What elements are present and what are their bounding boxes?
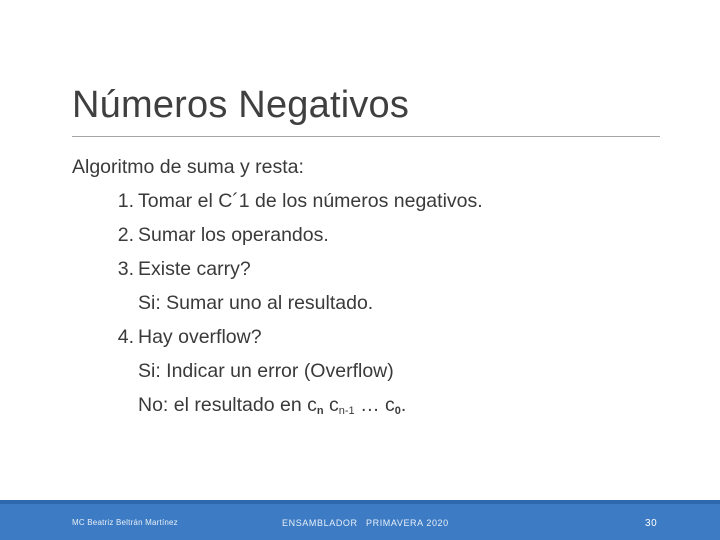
- list-item-text: Sumar los operandos.: [138, 224, 329, 246]
- overflow-no-prefix: No: el resultado en c: [138, 394, 317, 416]
- list-number: 4.: [117, 326, 134, 348]
- list-number: 3.: [117, 258, 134, 280]
- list-item-text: Tomar el C´1 de los números negativos.: [138, 190, 483, 212]
- list-item-1: [72, 184, 672, 218]
- page-number: 30: [645, 518, 658, 529]
- overflow-no-note: [72, 388, 672, 422]
- slide-body: [72, 150, 672, 422]
- overflow-no-mid1: c: [323, 394, 339, 416]
- title-divider: [72, 136, 660, 137]
- overflow-no-mid2: … c: [354, 394, 395, 416]
- subscript-0: 0: [394, 405, 401, 417]
- carry-sub-note: Si: Sumar uno al resultado.: [138, 292, 374, 314]
- list-item-text: Existe carry?: [138, 258, 251, 280]
- footer-course: ENSAMBLADOR: [282, 518, 358, 528]
- overflow-yes-note: Si: Indicar un error (Overflow): [138, 360, 394, 382]
- list-number: 1.: [117, 190, 134, 212]
- footer-top-shade: [0, 500, 720, 504]
- list-item-4: [72, 320, 672, 354]
- subscript-n-minus-1: n-1: [338, 405, 355, 417]
- list-number: 2.: [117, 224, 134, 246]
- list-item-2: [72, 218, 672, 252]
- intro-text: Algoritmo de suma y resta:: [72, 156, 304, 178]
- list-item-text: Hay overflow?: [138, 326, 262, 348]
- subscript-n: n: [316, 405, 324, 417]
- list-item-3: [72, 252, 672, 286]
- footer-author: MC Beatriz Beltrán Martínez: [72, 518, 178, 527]
- footer-term: PRIMAVERA 2020: [366, 518, 449, 528]
- overflow-no-suffix: .: [400, 394, 407, 416]
- slide-title: Números Negativos: [72, 84, 410, 126]
